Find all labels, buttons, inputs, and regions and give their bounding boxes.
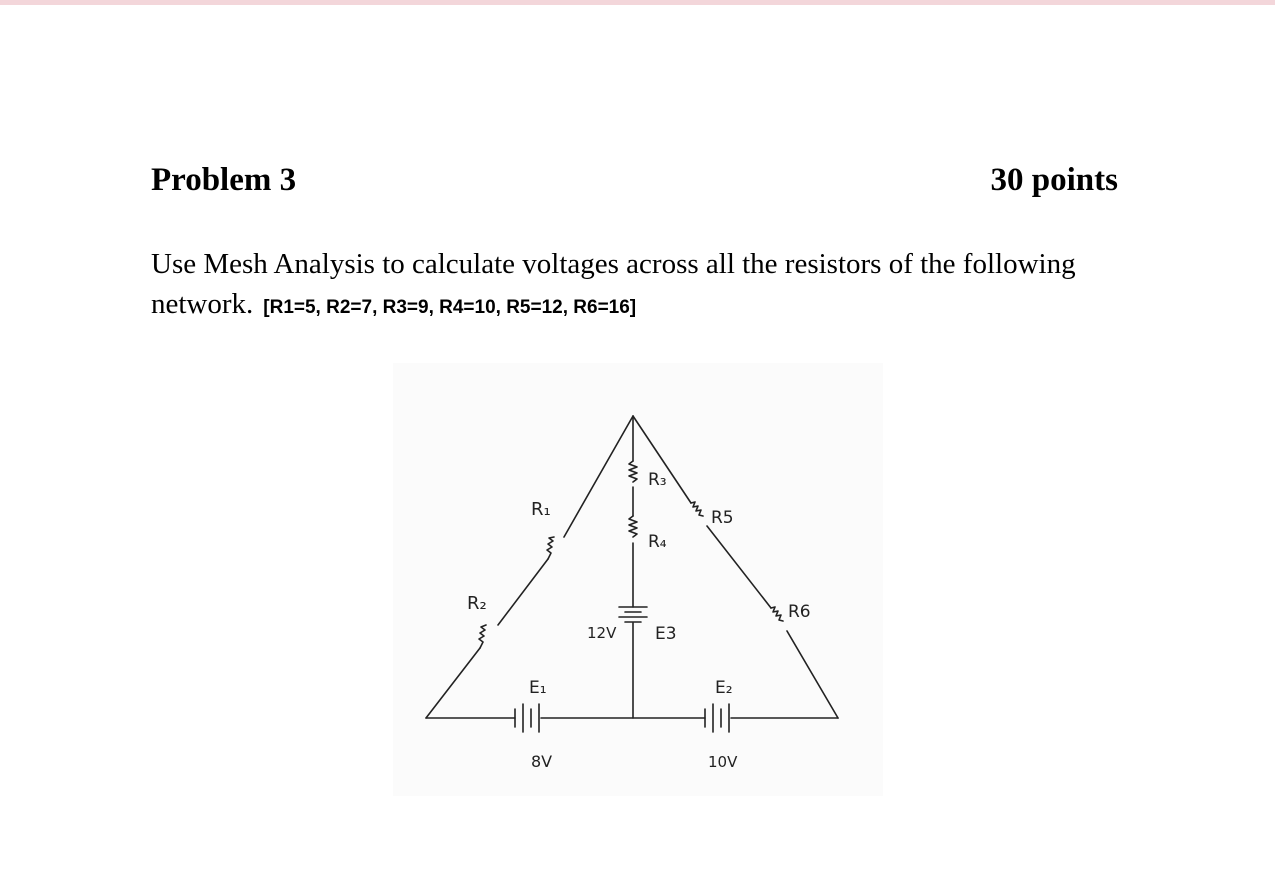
label-r2: R₂: [467, 593, 487, 614]
resistor-r6: [771, 607, 783, 621]
resistor-values: [R1=5, R2=7, R3=9, R4=10, R5=12, R6=16]: [263, 297, 637, 318]
label-r4: R₄: [648, 532, 667, 552]
battery-e3: [619, 607, 647, 622]
problem-text: Use Mesh Analysis to calculate voltages across all the resistors of the following network.: [151, 248, 1076, 320]
battery-e2: [705, 704, 729, 732]
circuit-diagram: [393, 363, 883, 796]
right-wire: [633, 416, 838, 718]
label-v3: 12V: [587, 624, 617, 642]
label-v2: 10V: [708, 753, 738, 771]
problem-points: 30 points: [990, 162, 1118, 198]
label-r3: R₃: [648, 470, 667, 490]
problem-statement: [151, 244, 1141, 328]
label-e2: E₂: [715, 678, 733, 698]
label-v1: 8V: [531, 752, 553, 771]
resistor-r3: [629, 461, 637, 482]
resistor-r2: [479, 625, 486, 648]
label-r5: R5: [711, 508, 734, 528]
label-e3: E3: [655, 624, 677, 644]
battery-e1: [515, 704, 539, 732]
resistor-r5: [691, 502, 703, 516]
label-e1: E₁: [529, 678, 547, 698]
label-r6: R6: [788, 602, 811, 622]
left-wire: [426, 416, 633, 718]
problem-title: Problem 3: [151, 162, 297, 198]
resistor-r1: [547, 537, 554, 559]
label-r1: R₁: [531, 499, 551, 520]
circuit-figure: [393, 363, 883, 796]
resistor-r4: [629, 516, 637, 537]
top-strip: [0, 0, 1275, 5]
